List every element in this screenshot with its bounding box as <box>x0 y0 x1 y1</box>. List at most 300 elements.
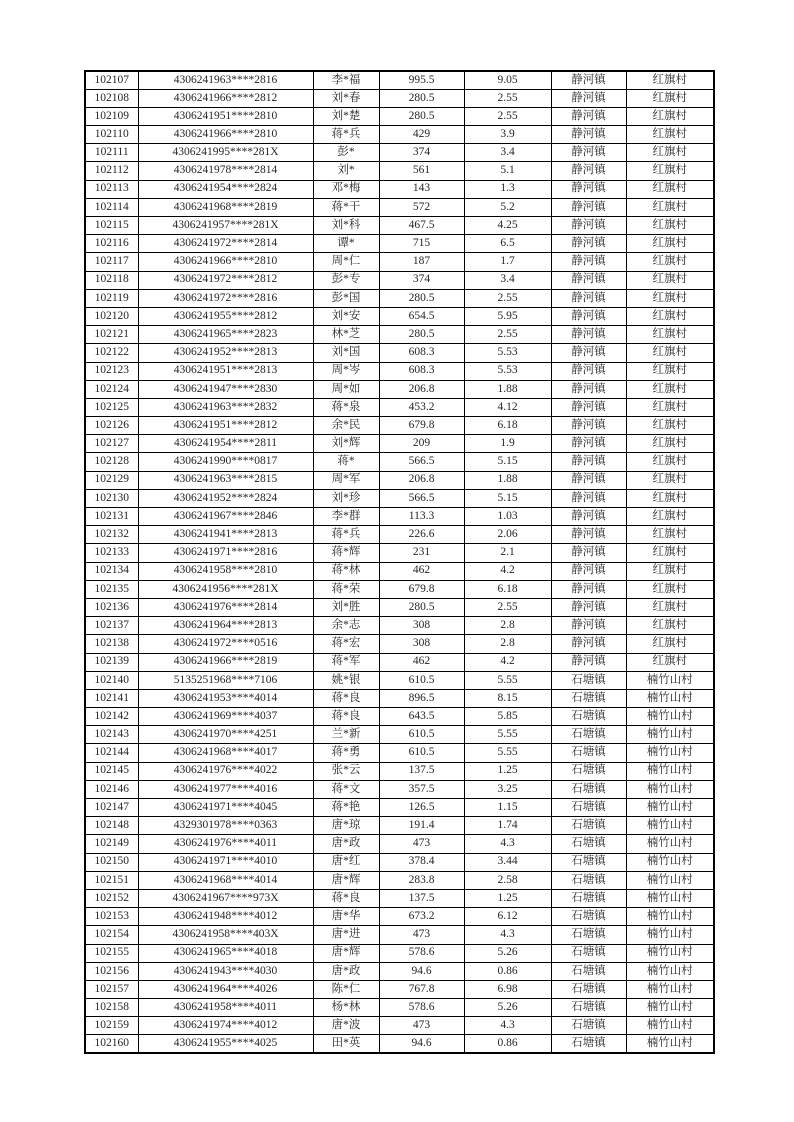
cell-masked-id: 4306241968****2819 <box>138 198 313 216</box>
table-row <box>85 417 714 435</box>
cell-rate: 5.55 <box>464 744 551 762</box>
table-row <box>85 598 714 616</box>
cell-rate: 1.25 <box>464 762 551 780</box>
cell-masked-id: 4306241968****4017 <box>138 744 313 762</box>
cell-rate: 9.05 <box>464 71 551 89</box>
cell-person-name: 刘*楚 <box>313 107 379 125</box>
cell-masked-id: 4306241951****2812 <box>138 417 313 435</box>
cell-sequence-number: 102125 <box>85 398 138 416</box>
cell-person-name: 周*岑 <box>313 362 379 380</box>
cell-rate: 2.58 <box>464 871 551 889</box>
cell-sequence-number: 102123 <box>85 362 138 380</box>
cell-masked-id: 4306241963****2832 <box>138 398 313 416</box>
cell-town: 静河镇 <box>551 508 626 526</box>
cell-rate: 5.85 <box>464 708 551 726</box>
cell-masked-id: 4306241951****2810 <box>138 107 313 125</box>
cell-masked-id: 4306241958****403X <box>138 926 313 944</box>
cell-village: 红旗村 <box>626 598 714 616</box>
cell-masked-id: 4306241977****4016 <box>138 780 313 798</box>
cell-masked-id: 4306241964****4026 <box>138 980 313 998</box>
cell-sequence-number: 102116 <box>85 235 138 253</box>
cell-town: 静河镇 <box>551 326 626 344</box>
cell-masked-id: 4306241954****2811 <box>138 435 313 453</box>
cell-masked-id: 4306241948****4012 <box>138 908 313 926</box>
cell-town: 石塘镇 <box>551 908 626 926</box>
cell-person-name: 蒋*泉 <box>313 398 379 416</box>
cell-person-name: 蒋*荣 <box>313 580 379 598</box>
cell-masked-id: 4306241954****2824 <box>138 180 313 198</box>
cell-town: 石塘镇 <box>551 726 626 744</box>
cell-sequence-number: 102108 <box>85 89 138 107</box>
cell-amount: 473 <box>379 835 464 853</box>
cell-town: 石塘镇 <box>551 708 626 726</box>
cell-village: 红旗村 <box>626 217 714 235</box>
cell-amount: 608.3 <box>379 344 464 362</box>
cell-rate: 6.18 <box>464 417 551 435</box>
cell-amount: 280.5 <box>379 289 464 307</box>
cell-person-name: 兰*新 <box>313 726 379 744</box>
table-row <box>85 762 714 780</box>
cell-masked-id: 4306241966****2810 <box>138 126 313 144</box>
cell-town: 石塘镇 <box>551 944 626 962</box>
cell-masked-id: 4306241972****0516 <box>138 635 313 653</box>
cell-town: 静河镇 <box>551 89 626 107</box>
cell-village: 红旗村 <box>626 326 714 344</box>
cell-masked-id: 4306241953****4014 <box>138 689 313 707</box>
cell-person-name: 林*芝 <box>313 326 379 344</box>
table-row <box>85 962 714 980</box>
table-row <box>85 235 714 253</box>
cell-person-name: 杨*林 <box>313 999 379 1017</box>
cell-village: 红旗村 <box>626 580 714 598</box>
cell-amount: 467.5 <box>379 217 464 235</box>
cell-sequence-number: 102127 <box>85 435 138 453</box>
cell-town: 石塘镇 <box>551 926 626 944</box>
cell-person-name: 蒋*勇 <box>313 744 379 762</box>
cell-sequence-number: 102144 <box>85 744 138 762</box>
cell-person-name: 蒋*兵 <box>313 526 379 544</box>
cell-person-name: 刘*辉 <box>313 435 379 453</box>
cell-rate: 2.1 <box>464 544 551 562</box>
cell-village: 红旗村 <box>626 526 714 544</box>
cell-person-name: 周*仁 <box>313 253 379 271</box>
cell-town: 静河镇 <box>551 162 626 180</box>
cell-amount: 191.4 <box>379 817 464 835</box>
table-row <box>85 489 714 507</box>
cell-amount: 137.5 <box>379 889 464 907</box>
table-row <box>85 835 714 853</box>
cell-village: 楠竹山村 <box>626 889 714 907</box>
cell-amount: 280.5 <box>379 107 464 125</box>
cell-person-name: 蒋*辉 <box>313 544 379 562</box>
cell-rate: 5.26 <box>464 999 551 1017</box>
cell-village: 红旗村 <box>626 271 714 289</box>
cell-amount: 206.8 <box>379 380 464 398</box>
cell-sequence-number: 102114 <box>85 198 138 216</box>
cell-village: 红旗村 <box>626 362 714 380</box>
cell-rate: 5.53 <box>464 344 551 362</box>
cell-rate: 4.3 <box>464 1017 551 1035</box>
cell-village: 楠竹山村 <box>626 999 714 1017</box>
cell-amount: 280.5 <box>379 326 464 344</box>
cell-amount: 226.6 <box>379 526 464 544</box>
cell-town: 石塘镇 <box>551 762 626 780</box>
table-row <box>85 326 714 344</box>
table-row <box>85 162 714 180</box>
cell-masked-id: 4306241956****281X <box>138 580 313 598</box>
cell-village: 楠竹山村 <box>626 780 714 798</box>
cell-village: 红旗村 <box>626 489 714 507</box>
table-row <box>85 980 714 998</box>
cell-town: 静河镇 <box>551 289 626 307</box>
cell-village: 红旗村 <box>626 71 714 89</box>
cell-masked-id: 4306241955****4025 <box>138 1035 313 1053</box>
cell-sequence-number: 102132 <box>85 526 138 544</box>
cell-amount: 673.2 <box>379 908 464 926</box>
cell-sequence-number: 102149 <box>85 835 138 853</box>
cell-masked-id: 4306241970****4251 <box>138 726 313 744</box>
cell-sequence-number: 102131 <box>85 508 138 526</box>
table-row <box>85 580 714 598</box>
cell-rate: 4.3 <box>464 926 551 944</box>
table-row <box>85 198 714 216</box>
cell-sequence-number: 102137 <box>85 617 138 635</box>
cell-person-name: 彭*国 <box>313 289 379 307</box>
cell-village: 楠竹山村 <box>626 671 714 689</box>
cell-village: 红旗村 <box>626 289 714 307</box>
cell-sequence-number: 102134 <box>85 562 138 580</box>
cell-town: 静河镇 <box>551 71 626 89</box>
cell-sequence-number: 102110 <box>85 126 138 144</box>
cell-sequence-number: 102138 <box>85 635 138 653</box>
cell-amount: 462 <box>379 653 464 671</box>
cell-sequence-number: 102122 <box>85 344 138 362</box>
cell-sequence-number: 102136 <box>85 598 138 616</box>
cell-village: 红旗村 <box>626 89 714 107</box>
cell-sequence-number: 102107 <box>85 71 138 89</box>
cell-masked-id: 4306241963****2815 <box>138 471 313 489</box>
cell-person-name: 田*英 <box>313 1035 379 1053</box>
cell-village: 楠竹山村 <box>626 835 714 853</box>
cell-town: 石塘镇 <box>551 835 626 853</box>
cell-sequence-number: 102155 <box>85 944 138 962</box>
cell-village: 红旗村 <box>626 635 714 653</box>
cell-masked-id: 5135251968****7106 <box>138 671 313 689</box>
cell-person-name: 蒋*兵 <box>313 126 379 144</box>
cell-amount: 643.5 <box>379 708 464 726</box>
cell-rate: 8.15 <box>464 689 551 707</box>
cell-town: 静河镇 <box>551 144 626 162</box>
cell-person-name: 彭* <box>313 144 379 162</box>
cell-amount: 94.6 <box>379 962 464 980</box>
cell-rate: 4.3 <box>464 835 551 853</box>
table-row <box>85 544 714 562</box>
table-row <box>85 1017 714 1035</box>
table-row <box>85 689 714 707</box>
cell-sequence-number: 102145 <box>85 762 138 780</box>
cell-rate: 3.25 <box>464 780 551 798</box>
cell-town: 石塘镇 <box>551 1017 626 1035</box>
cell-sequence-number: 102126 <box>85 417 138 435</box>
cell-amount: 283.8 <box>379 871 464 889</box>
cell-village: 红旗村 <box>626 344 714 362</box>
cell-rate: 2.55 <box>464 89 551 107</box>
cell-amount: 280.5 <box>379 89 464 107</box>
cell-amount: 137.5 <box>379 762 464 780</box>
cell-rate: 3.44 <box>464 853 551 871</box>
table-row <box>85 635 714 653</box>
cell-masked-id: 4306241955****2812 <box>138 307 313 325</box>
cell-town: 静河镇 <box>551 453 626 471</box>
cell-masked-id: 4306241969****4037 <box>138 708 313 726</box>
cell-sequence-number: 102112 <box>85 162 138 180</box>
table-row <box>85 362 714 380</box>
cell-person-name: 张*云 <box>313 762 379 780</box>
cell-village: 楠竹山村 <box>626 853 714 871</box>
cell-rate: 6.12 <box>464 908 551 926</box>
cell-sequence-number: 102128 <box>85 453 138 471</box>
cell-sequence-number: 102140 <box>85 671 138 689</box>
cell-village: 红旗村 <box>626 107 714 125</box>
cell-masked-id: 4329301978****0363 <box>138 817 313 835</box>
cell-sequence-number: 102147 <box>85 799 138 817</box>
cell-masked-id: 4306241958****2810 <box>138 562 313 580</box>
cell-rate: 3.4 <box>464 271 551 289</box>
cell-masked-id: 4306241957****281X <box>138 217 313 235</box>
cell-masked-id: 4306241968****4014 <box>138 871 313 889</box>
cell-masked-id: 4306241965****4018 <box>138 944 313 962</box>
cell-town: 静河镇 <box>551 107 626 125</box>
cell-amount: 187 <box>379 253 464 271</box>
cell-masked-id: 4306241947****2830 <box>138 380 313 398</box>
cell-masked-id: 4306241943****4030 <box>138 962 313 980</box>
cell-town: 石塘镇 <box>551 744 626 762</box>
cell-masked-id: 4306241971****4010 <box>138 853 313 871</box>
cell-town: 静河镇 <box>551 653 626 671</box>
cell-town: 静河镇 <box>551 180 626 198</box>
cell-masked-id: 4306241966****2812 <box>138 89 313 107</box>
cell-rate: 1.7 <box>464 253 551 271</box>
cell-sequence-number: 102157 <box>85 980 138 998</box>
table-row <box>85 271 714 289</box>
cell-amount: 610.5 <box>379 671 464 689</box>
cell-amount: 429 <box>379 126 464 144</box>
cell-rate: 2.8 <box>464 635 551 653</box>
cell-person-name: 刘* <box>313 162 379 180</box>
cell-amount: 473 <box>379 1017 464 1035</box>
cell-village: 红旗村 <box>626 417 714 435</box>
cell-amount: 374 <box>379 144 464 162</box>
cell-amount: 566.5 <box>379 453 464 471</box>
cell-town: 静河镇 <box>551 417 626 435</box>
cell-amount: 578.6 <box>379 999 464 1017</box>
cell-sequence-number: 102148 <box>85 817 138 835</box>
table-row <box>85 562 714 580</box>
cell-masked-id: 4306241963****2816 <box>138 71 313 89</box>
table-row <box>85 453 714 471</box>
table-row <box>85 780 714 798</box>
cell-amount: 280.5 <box>379 598 464 616</box>
cell-village: 红旗村 <box>626 198 714 216</box>
cell-village: 红旗村 <box>626 617 714 635</box>
cell-town: 静河镇 <box>551 598 626 616</box>
cell-person-name: 余*志 <box>313 617 379 635</box>
cell-person-name: 唐*琼 <box>313 817 379 835</box>
cell-sequence-number: 102141 <box>85 689 138 707</box>
cell-person-name: 邓*梅 <box>313 180 379 198</box>
cell-masked-id: 4306241971****2816 <box>138 544 313 562</box>
cell-town: 静河镇 <box>551 271 626 289</box>
cell-rate: 1.88 <box>464 471 551 489</box>
cell-town: 石塘镇 <box>551 853 626 871</box>
table-row <box>85 944 714 962</box>
cell-sequence-number: 102151 <box>85 871 138 889</box>
cell-sequence-number: 102111 <box>85 144 138 162</box>
cell-person-name: 唐*华 <box>313 908 379 926</box>
cell-person-name: 唐*政 <box>313 835 379 853</box>
cell-person-name: 蒋*林 <box>313 562 379 580</box>
cell-rate: 6.98 <box>464 980 551 998</box>
table-row <box>85 398 714 416</box>
cell-masked-id: 4306241976****4022 <box>138 762 313 780</box>
cell-village: 楠竹山村 <box>626 1017 714 1035</box>
cell-village: 楠竹山村 <box>626 1035 714 1053</box>
cell-person-name: 刘*科 <box>313 217 379 235</box>
cell-town: 静河镇 <box>551 471 626 489</box>
table-row <box>85 726 714 744</box>
cell-masked-id: 4306241965****2823 <box>138 326 313 344</box>
cell-masked-id: 4306241941****2813 <box>138 526 313 544</box>
cell-town: 静河镇 <box>551 380 626 398</box>
cell-town: 静河镇 <box>551 235 626 253</box>
table-row <box>85 817 714 835</box>
cell-person-name: 陈*仁 <box>313 980 379 998</box>
cell-town: 石塘镇 <box>551 1035 626 1053</box>
cell-amount: 995.5 <box>379 71 464 89</box>
cell-sequence-number: 102133 <box>85 544 138 562</box>
cell-village: 红旗村 <box>626 144 714 162</box>
cell-amount: 767.8 <box>379 980 464 998</box>
cell-town: 石塘镇 <box>551 871 626 889</box>
cell-village: 楠竹山村 <box>626 726 714 744</box>
cell-person-name: 周*军 <box>313 471 379 489</box>
table-row <box>85 871 714 889</box>
table-row <box>85 289 714 307</box>
table-row <box>85 671 714 689</box>
cell-village: 红旗村 <box>626 162 714 180</box>
table-row <box>85 653 714 671</box>
cell-person-name: 李*福 <box>313 71 379 89</box>
cell-village: 红旗村 <box>626 562 714 580</box>
cell-village: 红旗村 <box>626 471 714 489</box>
cell-rate: 6.18 <box>464 580 551 598</box>
cell-rate: 1.25 <box>464 889 551 907</box>
cell-sequence-number: 102135 <box>85 580 138 598</box>
cell-person-name: 唐*红 <box>313 853 379 871</box>
cell-village: 红旗村 <box>626 435 714 453</box>
cell-village: 红旗村 <box>626 653 714 671</box>
cell-town: 静河镇 <box>551 635 626 653</box>
cell-person-name: 刘*国 <box>313 344 379 362</box>
cell-person-name: 李*群 <box>313 508 379 526</box>
cell-masked-id: 4306241964****2813 <box>138 617 313 635</box>
cell-amount: 654.5 <box>379 307 464 325</box>
cell-town: 静河镇 <box>551 544 626 562</box>
cell-sequence-number: 102143 <box>85 726 138 744</box>
cell-person-name: 蒋*良 <box>313 889 379 907</box>
cell-person-name: 刘*胜 <box>313 598 379 616</box>
cell-sequence-number: 102153 <box>85 908 138 926</box>
cell-masked-id: 4306241966****2819 <box>138 653 313 671</box>
cell-amount: 561 <box>379 162 464 180</box>
cell-town: 静河镇 <box>551 562 626 580</box>
cell-rate: 5.15 <box>464 453 551 471</box>
cell-rate: 1.9 <box>464 435 551 453</box>
cell-amount: 374 <box>379 271 464 289</box>
cell-village: 楠竹山村 <box>626 962 714 980</box>
cell-person-name: 蒋*良 <box>313 689 379 707</box>
cell-rate: 4.25 <box>464 217 551 235</box>
cell-person-name: 唐*辉 <box>313 944 379 962</box>
cell-rate: 2.55 <box>464 107 551 125</box>
cell-sequence-number: 102159 <box>85 1017 138 1035</box>
table-row <box>85 307 714 325</box>
cell-sequence-number: 102139 <box>85 653 138 671</box>
cell-sequence-number: 102156 <box>85 962 138 980</box>
table-row <box>85 1035 714 1053</box>
cell-village: 楠竹山村 <box>626 944 714 962</box>
cell-sequence-number: 102124 <box>85 380 138 398</box>
cell-rate: 5.26 <box>464 944 551 962</box>
cell-rate: 1.74 <box>464 817 551 835</box>
cell-person-name: 唐*进 <box>313 926 379 944</box>
cell-sequence-number: 102118 <box>85 271 138 289</box>
cell-amount: 126.5 <box>379 799 464 817</box>
cell-sequence-number: 102146 <box>85 780 138 798</box>
cell-amount: 610.5 <box>379 726 464 744</box>
table-row <box>85 71 714 89</box>
cell-amount: 308 <box>379 617 464 635</box>
cell-person-name: 蒋*艳 <box>313 799 379 817</box>
cell-sequence-number: 102129 <box>85 471 138 489</box>
cell-amount: 566.5 <box>379 489 464 507</box>
table-row <box>85 89 714 107</box>
cell-village: 红旗村 <box>626 126 714 144</box>
cell-amount: 462 <box>379 562 464 580</box>
cell-person-name: 唐*政 <box>313 962 379 980</box>
cell-village: 楠竹山村 <box>626 689 714 707</box>
cell-village: 楠竹山村 <box>626 980 714 998</box>
cell-village: 楠竹山村 <box>626 708 714 726</box>
cell-village: 红旗村 <box>626 307 714 325</box>
cell-masked-id: 4306241972****2816 <box>138 289 313 307</box>
table-row <box>85 344 714 362</box>
cell-sequence-number: 102160 <box>85 1035 138 1053</box>
cell-amount: 143 <box>379 180 464 198</box>
cell-rate: 4.2 <box>464 562 551 580</box>
table-row <box>85 926 714 944</box>
cell-village: 楠竹山村 <box>626 926 714 944</box>
cell-person-name: 谭* <box>313 235 379 253</box>
cell-rate: 1.88 <box>464 380 551 398</box>
cell-rate: 5.95 <box>464 307 551 325</box>
table-row <box>85 180 714 198</box>
cell-town: 静河镇 <box>551 217 626 235</box>
table-row <box>85 107 714 125</box>
cell-rate: 3.9 <box>464 126 551 144</box>
table-row <box>85 253 714 271</box>
cell-amount: 94.6 <box>379 1035 464 1053</box>
